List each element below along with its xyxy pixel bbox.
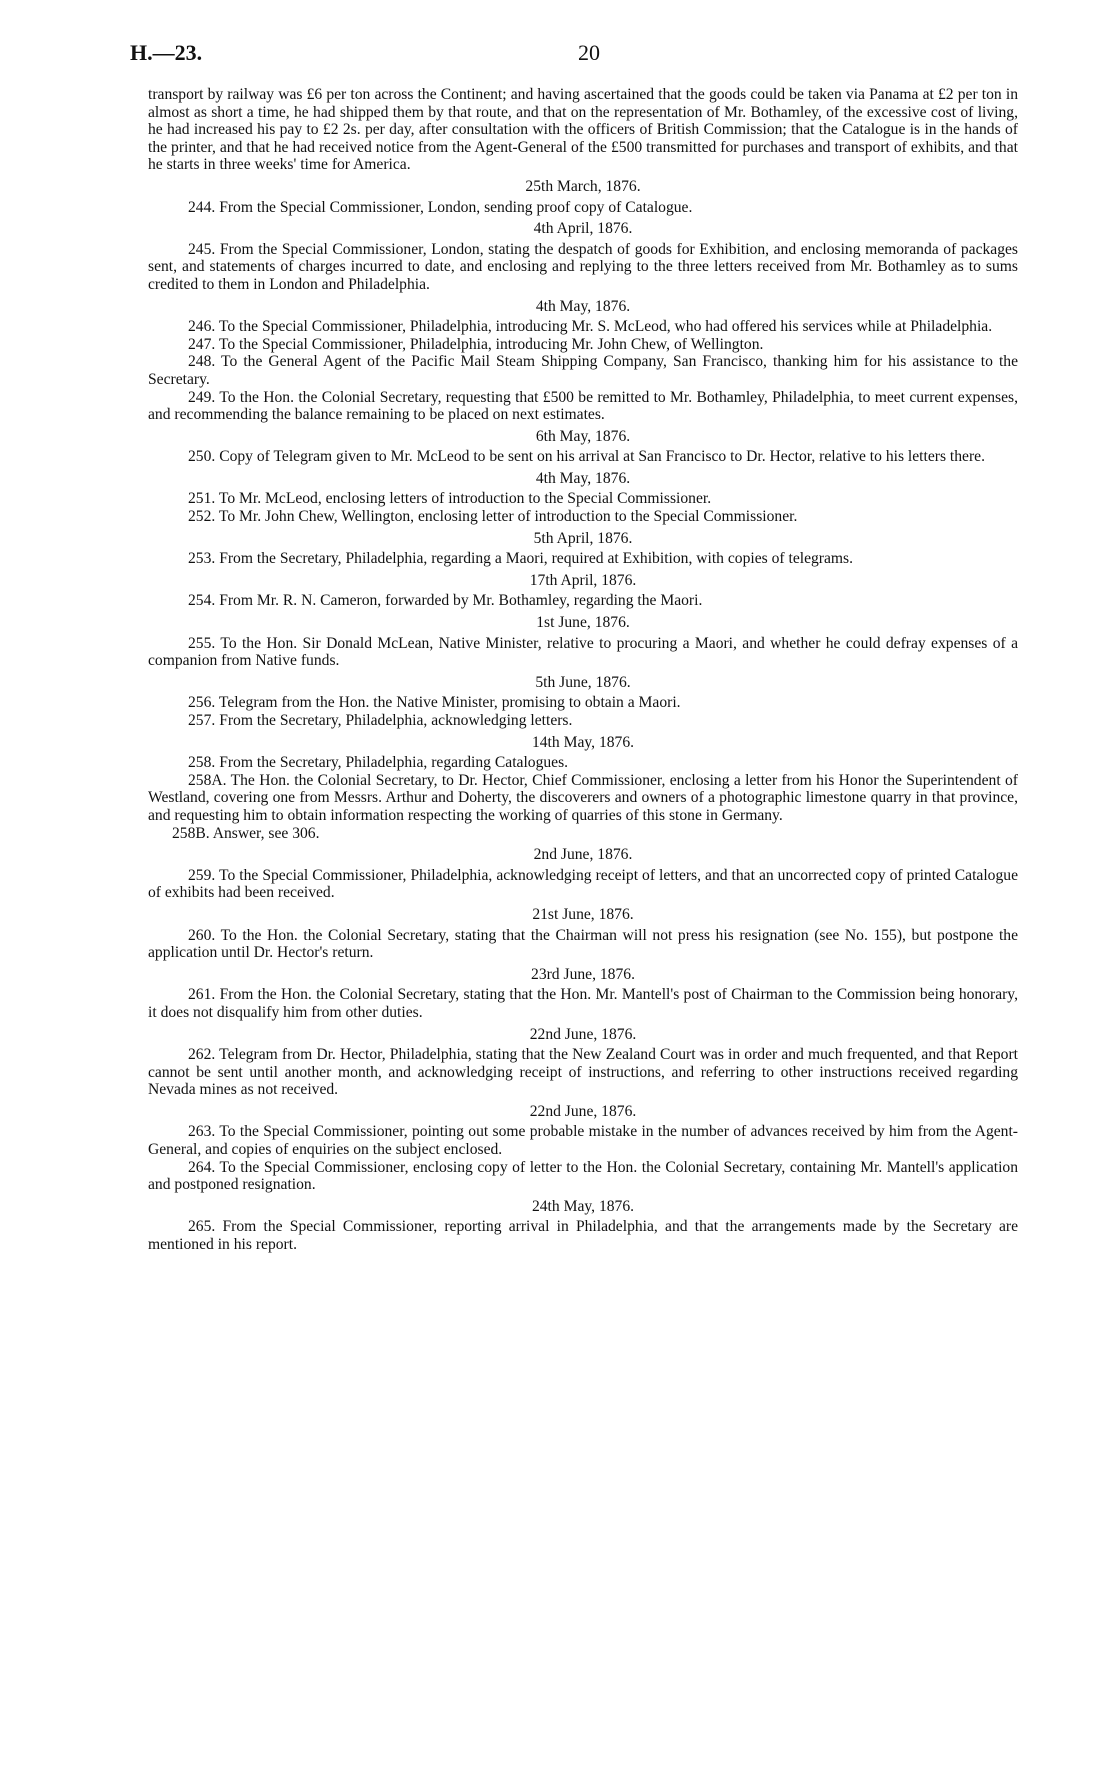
entry-paragraph: 252. To Mr. John Chew, Wellington, enclosing letter of introduction to the Special Commissioner.	[188, 508, 798, 526]
entry-date: 5th April, 1876.	[533, 529, 633, 547]
entry-paragraph: 253. From the Secretary, Philadelphia, regarding a Maori, required at Exhibition, with copies of telegrams.	[188, 550, 854, 568]
entry-date: 4th April, 1876.	[533, 220, 633, 238]
entry-paragraph: 246. To the Special Commissioner, Philadelphia, introducing Mr. S. McLeod, who had offered his services while at Philadelphia.	[188, 318, 993, 336]
entry-date: 17th April, 1876.	[529, 571, 637, 589]
entry-date: 24th May, 1876.	[531, 1197, 635, 1215]
entry-date: 5th June, 1876.	[535, 673, 631, 691]
entry-date: 21st June, 1876.	[532, 905, 634, 923]
entry-paragraph: 265. From the Special Commissioner, reporting arrival in Philadelphia, and that the arrangements made by the Secretary are mentioned in his report.	[148, 1218, 1018, 1254]
entry-paragraph: 251. To Mr. McLeod, enclosing letters of introduction to the Special Commissioner.	[188, 490, 712, 508]
document-page	[130, 40, 1018, 1254]
entry-date: 22nd June, 1876.	[529, 1102, 637, 1120]
entry-paragraph: transport by railway was £6 per ton across the Continent; and having ascertained that the goods could be taken via Panama at £2 per ton in almost as short a time, he had shipped them by that route, and that on the representation of Mr. Bothamley, of the excessive cost of living, he had increased his pay to £2 2s. per day, after consultation with the officers of British Commission; that the Catalogue is in the hands of the printer, and that he had received notice from the Agent-General of the £500 transmitted for purchases and transport of exhibits, and that he starts in three weeks' time for America.	[148, 86, 1018, 174]
document-body	[148, 86, 1018, 1254]
entry-paragraph: 262. Telegram from Dr. Hector, Philadelphia, stating that the New Zealand Court was in order and much frequented, and that Report cannot be sent until another month, and acknowledging receipt of instructions, and referring to other instructions received regarding Nevada mines as not received.	[148, 1046, 1018, 1099]
entry-paragraph: 258A. The Hon. the Colonial Secretary, to Dr. Hector, Chief Commissioner, enclosing a letter from his Honor the Superintendent of Westland, covering one from Messrs. Arthur and Doherty, the discoverers and owners of a photographic limestone quarry in that province, and requesting him to obtain information respecting the working of quarries of this stone in Germany.	[148, 771, 1018, 824]
entry-paragraph: 261. From the Hon. the Colonial Secretary, stating that the Hon. Mr. Mantell's post of Chairman to the Commission being honorary, it does not disqualify him from other duties.	[148, 986, 1018, 1021]
entry-paragraph: 258B. Answer, see 306.	[172, 824, 320, 842]
entry-paragraph: 260. To the Hon. the Colonial Secretary, stating that the Chairman will not press his resignation (see No. 155), but postpone the application until Dr. Hector's return.	[148, 926, 1018, 962]
entry-date: 4th May, 1876.	[535, 297, 631, 315]
entry-paragraph: 249. To the Hon. the Colonial Secretary, requesting that £500 be remitted to Mr. Bothamley, Philadelphia, to meet current expenses, and recommending the balance remaining to be placed on next estimates.	[148, 388, 1018, 424]
entry-date: 23rd June, 1876.	[531, 965, 635, 983]
entry-paragraph: 256. Telegram from the Hon. the Native Minister, promising to obtain a Maori.	[188, 694, 681, 712]
page-header	[130, 40, 1018, 76]
entry-paragraph: 255. To the Hon. Sir Donald McLean, Native Minister, relative to procuring a Maori, and whether he could defray expenses of a companion from Native funds.	[148, 634, 1018, 670]
entry-date: 4th May, 1876.	[535, 469, 631, 487]
entry-date: 2nd June, 1876.	[533, 846, 633, 864]
entry-date: 1st June, 1876.	[536, 614, 630, 632]
entry-date: 6th May, 1876.	[535, 427, 631, 445]
entry-paragraph: 259. To the Special Commissioner, Philadelphia, acknowledging receipt of letters, and that an uncorrected copy of printed Catalogue of exhibits had been received.	[148, 866, 1018, 902]
entry-date: 22nd June, 1876.	[529, 1025, 637, 1043]
entry-paragraph: 254. From Mr. R. N. Cameron, forwarded by Mr. Bothamley, regarding the Maori.	[188, 592, 703, 610]
entry-paragraph: 244. From the Special Commissioner, London, sending proof copy of Catalogue.	[188, 198, 693, 216]
entry-paragraph: 247. To the Special Commissioner, Philadelphia, introducing Mr. John Chew, of Wellington.	[188, 335, 764, 353]
entry-date: 25th March, 1876.	[525, 177, 641, 195]
entry-paragraph: 248. To the General Agent of the Pacific Mail Steam Shipping Company, San Francisco, thanking him for his assistance to the Secretary.	[148, 353, 1018, 388]
entry-paragraph: 264. To the Special Commissioner, enclosing copy of letter to the Hon. the Colonial Secretary, containing Mr. Mantell's application and postponed resignation.	[148, 1158, 1018, 1194]
page-number: 20	[578, 40, 600, 65]
document-reference: H.—23.	[130, 40, 203, 65]
entry-paragraph: 258. From the Secretary, Philadelphia, regarding Catalogues.	[188, 754, 569, 772]
entry-paragraph: 250. Copy of Telegram given to Mr. McLeod to be sent on his arrival at San Francisco to Dr. Hector, relative to his letters there.	[188, 448, 985, 466]
entry-paragraph: 245. From the Special Commissioner, London, stating the despatch of goods for Exhibition, and enclosing memoranda of packages sent, and statements of charges incurred to date, and enclosing and replying to the three letters received from Mr. Bothamley as to sums credited to them in London and Philadelphia.	[148, 240, 1018, 293]
entry-date: 14th May, 1876.	[531, 733, 635, 751]
entry-paragraph: 263. To the Special Commissioner, pointing out some probable mistake in the number of advances received by him from the Agent-General, and copies of enquiries on the subject enclosed.	[148, 1123, 1018, 1159]
entry-paragraph: 257. From the Secretary, Philadelphia, acknowledging letters.	[188, 712, 573, 729]
